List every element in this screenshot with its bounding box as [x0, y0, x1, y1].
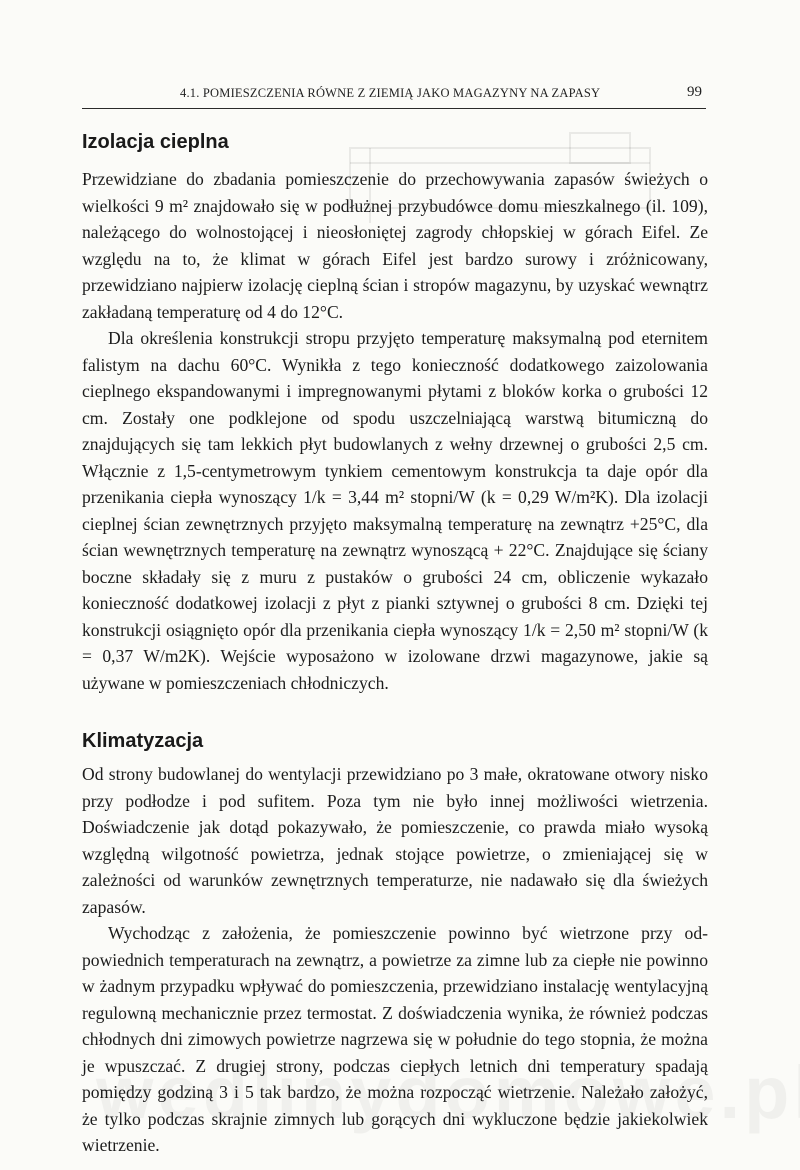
paragraph: Od strony budowlanej do wentylacji przewidziano po 3 małe, okratowane otwory nisko przy podłodze i pod sufitem. Poza tym nie było innej możliwości wietrzenia. Doświadczenie jak dotąd pokazywało, że pomieszczenie, co prawda miało wysoką względną wilgotność powietrza, jednak stojące powietrze, o zmieniającej się w zależności od warunków zewnętrznych temperaturze, nie nadawało się dla świeżych zapasów. [82, 764, 708, 917]
paragraph: Dla określenia konstrukcji stropu przyjęto temperaturę maksymalną pod eternitem falistym na dachu 60°C. Wynikła z tego konieczność dodatkowego zaizolowania cieplnego ekspandowanymi i impregnowanymi płytami z bloków korka o grubości 12 cm. Zostały one podklejone od spodu uszczelniającą warstwą bitumiczną do znajdujących się tam lekkich płyt budowlanych z wełny drzewnej o grubości 2,5 cm. Włącznie z 1,5-centymetrowym tynkiem cementowym konstrukcja ta daje opór dla przenikania ciepła wynoszący 1/k = 3,44 m² stopni/W (k = 0,29 W/m²K). Dla izolacji cieplnej ścian zewnętrznych przyjęto maksymalną temperaturę na zewnątrz +25°C, dla ścian wewnętrznych temperaturę na zewnątrz wynoszącą + 22°C. Znajdujące się ściany boczne składały się z muru z pustaków o grubości 24 cm, obliczenie wykazało konieczność dodatkowej izolacji z płyt z pianki sztywnej o grubości 8 cm. Dzięki tej konstrukcji osiągnięto opór dla przenikania ciepła wynoszący 1/k = 2,50 m² stopni/W (k = 0,37 W/m2K). Wejście wyposażono w izolowane drzwi magazynowe, jakie są używane w pomieszczeniach chłodniczych. [82, 328, 708, 693]
paragraph: Wychodząc z założenia, że pomieszczenie powinno być wietrzone przy odpowiednich temperaturach na zewnątrz, a powietrze za zimne lub za ciepłe nie powinno w żadnym przypadku wpływać do pomieszczenia, przewidziano instalację wentylacyjną regulowną mechanicznie przez termostat. Z doświadczenia wynika, że również podczas chłodnych dni zimowych powietrze nagrzewa się w południe do tego stopnia, że można je wpuszczać. Z drugiej strony, podczas ciepłych letnich dni temperatury spadają pomiędzy godziną 3 i 5 tak bardzo, że można rozpocząć wietrzenie. Należało założyć, że tylko podczas skrajnie zimnych lub gorących dni wykluczone będzie jakiekolwiek wietrzenie. [82, 923, 708, 1155]
section-heading-insulation: Izolacja cieplna [82, 131, 229, 153]
section-heading-air-conditioning: Klimatyzacja [82, 730, 204, 752]
paragraph: Przewidziane do zbadania pomieszczenie do przechowywania zapasów świeżych o wielkości 9 m² znajdowało się w podłużnej przybudówce domu mieszkalnego (il. 109), należącego do wolnostojącej i nieosłoniętej zagrody chłopskiej w górach Eifel. Ze względu na to, że klimat w górach Eifel jest bardzo surowy i zróżnicowany, przewidziano najpierw izolację cieplną ścian i stropów magazynu, by uzyskać wewnątrz zakładaną temperaturę od 4 do 12°C. [82, 169, 708, 322]
page-content [82, 125, 708, 1159]
running-header-title: 4.1. POMIESZCZENIA RÓWNE Z ZIEMIĄ JAKO MAGAZYNY NA ZAPASY [180, 86, 601, 100]
page-number: 99 [687, 84, 702, 100]
watermark [96, 1050, 800, 1135]
running-header [82, 86, 706, 109]
